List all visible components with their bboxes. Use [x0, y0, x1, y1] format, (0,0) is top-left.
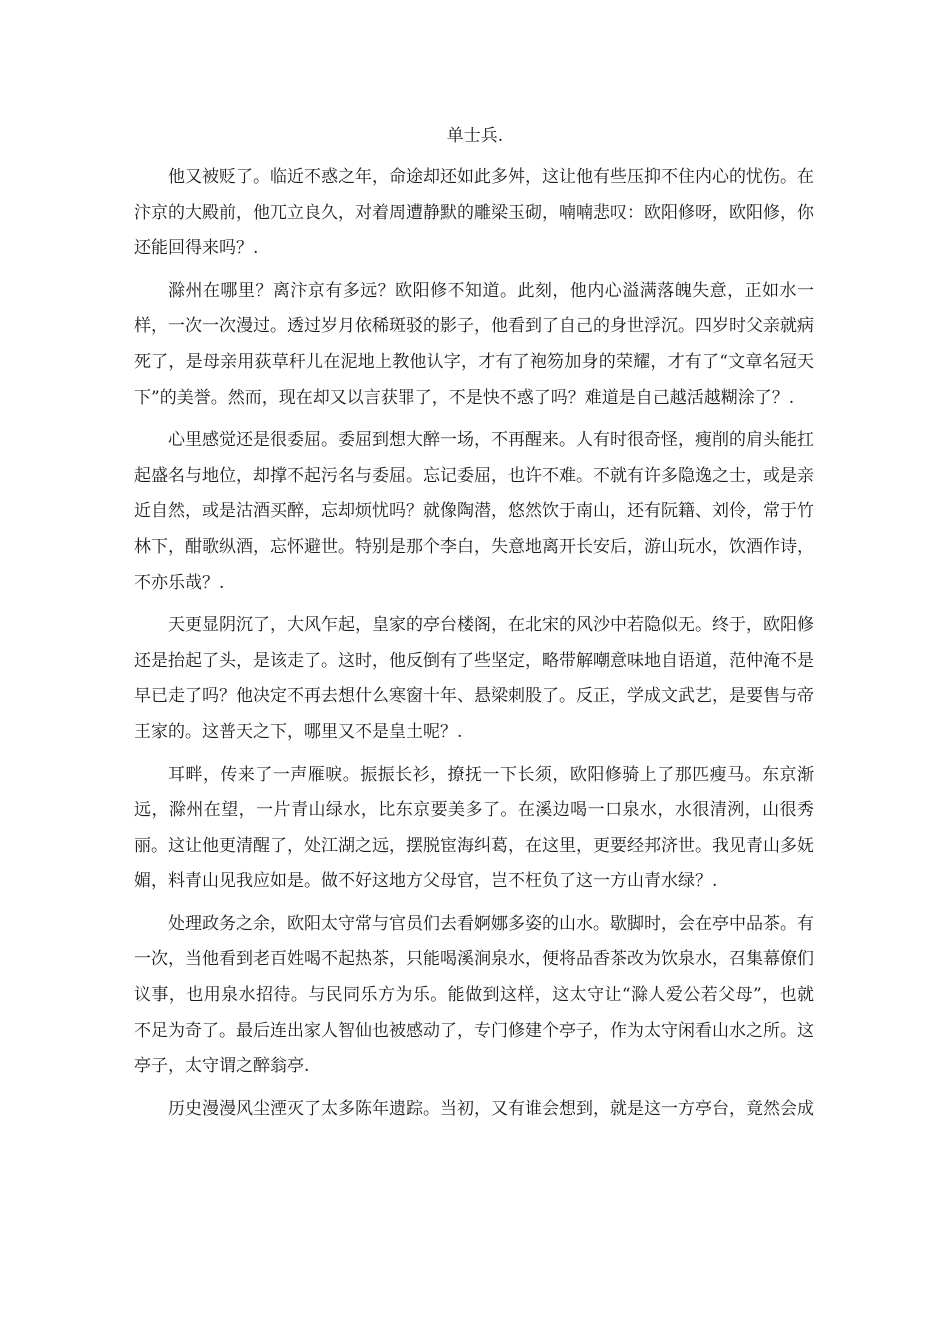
paragraph: 心里感觉还是很委屈。委屈到想大醉一场，不再醒来。人有时很奇怪，瘦削的肩头能扛起盛名与地位，却撑不起污名与委屈。忘记委屈，也许不难。不就有许多隐逸之士，或是亲近自然，或是沽酒买醉，忘却烦忧吗？就像陶潜，悠然饮于南山，还有阮籍、刘伶，常于竹林下，酣歌纵酒，忘怀避世。特别是那个李白，失意地离开长安后，游山玩水，饮酒作诗，不亦乐哉？.	[134, 430, 814, 593]
author-name: 单士兵.	[446, 126, 504, 146]
paragraph: 历史漫漫风尘湮灭了太多陈年遗踪。当初，又有谁会想到，就是这一方亭台，竟然会成	[168, 1098, 814, 1119]
paragraph: 他又被贬了。临近不惑之年，命途却还如此多舛，这让他有些压抑不住内心的忧伤。在汴京的大殿前，他兀立良久，对着周遭静默的雕梁玉砌，喃喃悲叹：欧阳修呀，欧阳修，你还能回得来吗？.	[134, 167, 814, 259]
paragraph: 处理政务之余，欧阳太守常与官员们去看婀娜多姿的山水。歇脚时，会在亭中品茶。有一次，当他看到老百姓喝不起热茶，只能喝溪涧泉水，便将品香茶改为饮泉水，召集幕僚们议事，也用泉水招待。与民同乐方为乐。能做到这样，这太守让“滁人爱公若父母”，也就不足为奇了。最后连出家人智仙也被感动了，专门修建个亭子，作为太守闲看山水之所。这亭子，太守谓之醉翁亭.	[134, 913, 814, 1077]
article-body	[134, 160, 814, 1134]
paragraph: 耳畔，传来了一声雁唳。振振长衫，撩抚一下长须，欧阳修骑上了那匹瘦马。东京渐远，滁州在望，一片青山绿水，比东京要美多了。在溪边喝一口泉水，水很清洌，山很秀丽。这让他更清醒了，处江湖之远，摆脱宦海纠葛，在这里，更要经邦济世。我见青山多妩媚，料青山见我应如是。做不好这地方父母官，岂不枉负了这一方山青水绿？.	[134, 764, 814, 892]
paragraph: 天更显阴沉了，大风乍起，皇家的亭台楼阁，在北宋的风沙中若隐似无。终于，欧阳修还是抬起了头，是该走了。这时，他反倒有了些坚定，略带解嘲意味地自语道，范仲淹不是早已走了吗？他决定不再去想什么寒窗十年、悬梁刺股了。反正，学成文武艺，是要售与帝王家的。这普天之下，哪里又不是皇土呢？.	[134, 615, 814, 742]
paragraph: 滁州在哪里？离汴京有多远？欧阳修不知道。此刻，他内心溢满落魄失意，正如水一样，一次一次漫过。透过岁月依稀斑驳的影子，他看到了自己的身世浮沉。四岁时父亲就病死了，是母亲用荻草秆儿在泥地上教他认字，才有了袍笏加身的荣耀，才有了“文章名冠天下”的美誉。然而，现在却又以言获罪了，不是快不惑了吗？难道是自己越活越糊涂了？.	[134, 280, 814, 408]
